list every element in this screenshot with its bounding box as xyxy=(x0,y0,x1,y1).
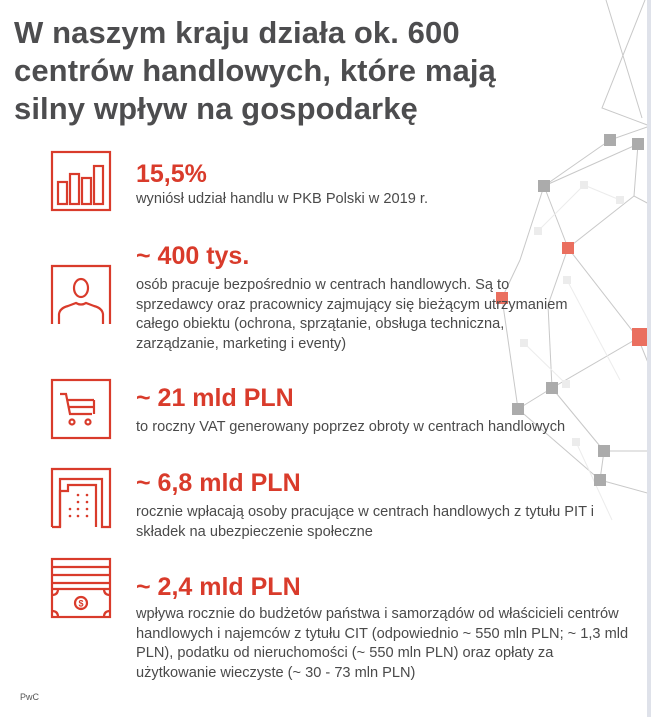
stat-value: ~ 6,8 mld PLN xyxy=(136,469,301,497)
building-icon xyxy=(50,467,112,529)
source-label: PwC xyxy=(20,692,40,702)
money-stack-icon xyxy=(50,557,112,619)
edge-band xyxy=(647,0,651,717)
bar-chart-icon xyxy=(50,150,112,212)
stat-description: osób pracuje bezpośrednio w centrach handlowych. Są to sprzedawcy oraz pracownicy zajmujący się bieżącym utrzymaniem całego obiektu (ochrona, sprzątanie, obsługa techniczna, zarządzanie, marketing i eventy) xyxy=(136,277,568,352)
stat-description: wpływa rocznie do budżetów państwa i samorządów od właścicieli centrów handlowych i najemców z tytułu CIT (odpowiednio ~ 550 mln PLN; ~ 1,3 mld PLN), podatku od nieruchomości (~ 550 mln PLN) oraz opłaty za użytkowanie wieczyste (~ 30 - 73 mln PLN) xyxy=(136,606,629,681)
shopping-cart-icon xyxy=(50,378,112,440)
person-icon xyxy=(50,264,112,326)
stat-value: ~ 2,4 mld PLN xyxy=(136,573,301,601)
stat-value: 15,5% xyxy=(136,160,207,188)
stat-description: to roczny VAT generowany poprzez obroty w centrach handlowych xyxy=(136,419,566,435)
stat-description: rocznie wpłacają osoby pracujące w centrach handlowych z tytułu PIT i składek na ubezpieczenie społeczne xyxy=(136,504,595,540)
svg-text:$: $ xyxy=(78,598,84,609)
stat-description: wyniósł udział handlu w PKB Polski w 2019 r. xyxy=(136,191,429,207)
page-title: W naszym kraju działa ok. 600 centrów handlowych, które mają silny wpływ na gospodarkę xyxy=(14,15,496,126)
stat-value: ~ 400 tys. xyxy=(136,242,250,270)
stat-value: ~ 21 mld PLN xyxy=(136,384,294,412)
